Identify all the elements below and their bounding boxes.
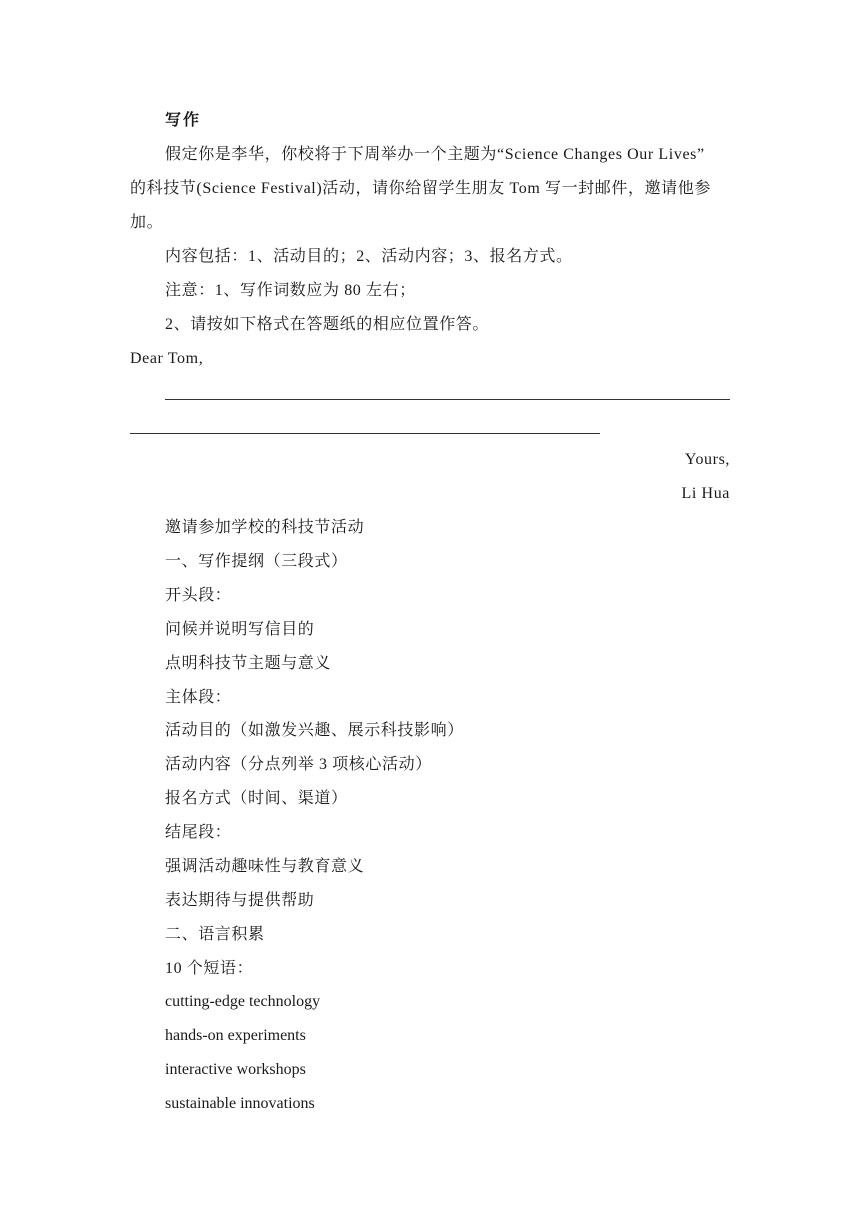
note-format: 2、请按如下格式在答题纸的相应位置作答。 xyxy=(165,316,490,333)
ending-label: 结尾段： xyxy=(165,824,232,841)
phrases-label: 10 个短语： xyxy=(165,960,254,977)
letter-signature: Li Hua xyxy=(681,485,730,502)
answer-line-1 xyxy=(165,399,730,400)
prompt-line-1: 假定你是李华，你校将于下周举办一个主题为“Science Changes Our Lives” xyxy=(165,146,705,163)
phrase-item: cutting-edge technology xyxy=(165,993,321,1010)
body-item: 活动内容（分点列举 3 项核心活动） xyxy=(165,756,432,773)
ending-item: 表达期待与提供帮助 xyxy=(165,892,315,909)
phrase-item: sustainable innovations xyxy=(165,1095,315,1112)
outline-section-2: 二、语言积累 xyxy=(165,926,265,943)
ending-item: 强调活动趣味性与教育意义 xyxy=(165,858,365,875)
phrase-item: hands-on experiments xyxy=(165,1027,306,1044)
opening-item: 点明科技节主题与意义 xyxy=(165,655,332,672)
letter-greeting: Dear Tom, xyxy=(130,350,204,367)
letter-closing: Yours, xyxy=(684,451,730,468)
opening-label: 开头段： xyxy=(165,587,232,604)
answer-line-2 xyxy=(130,433,600,434)
prompt-line-3: 加。 xyxy=(130,214,164,231)
body-item: 活动目的（如激发兴趣、展示科技影响） xyxy=(165,722,464,739)
content-requirements: 内容包括：1、活动目的；2、活动内容；3、报名方式。 xyxy=(165,248,573,265)
outline-section-1: 一、写作提纲（三段式） xyxy=(165,553,348,570)
body-item: 报名方式（时间、渠道） xyxy=(165,790,348,807)
outline-title: 邀请参加学校的科技节活动 xyxy=(165,519,365,536)
opening-item: 问候并说明写信目的 xyxy=(165,621,315,638)
phrase-item: interactive workshops xyxy=(165,1061,306,1078)
prompt-line-2: 的科技节(Science Festival)活动，请你给留学生朋友 Tom 写一封邮件，邀请他参 xyxy=(130,180,711,197)
body-label: 主体段： xyxy=(165,689,232,706)
section-heading: 写作 xyxy=(165,112,202,129)
note-word-count: 注意：1、写作词数应为 80 左右； xyxy=(165,282,416,299)
